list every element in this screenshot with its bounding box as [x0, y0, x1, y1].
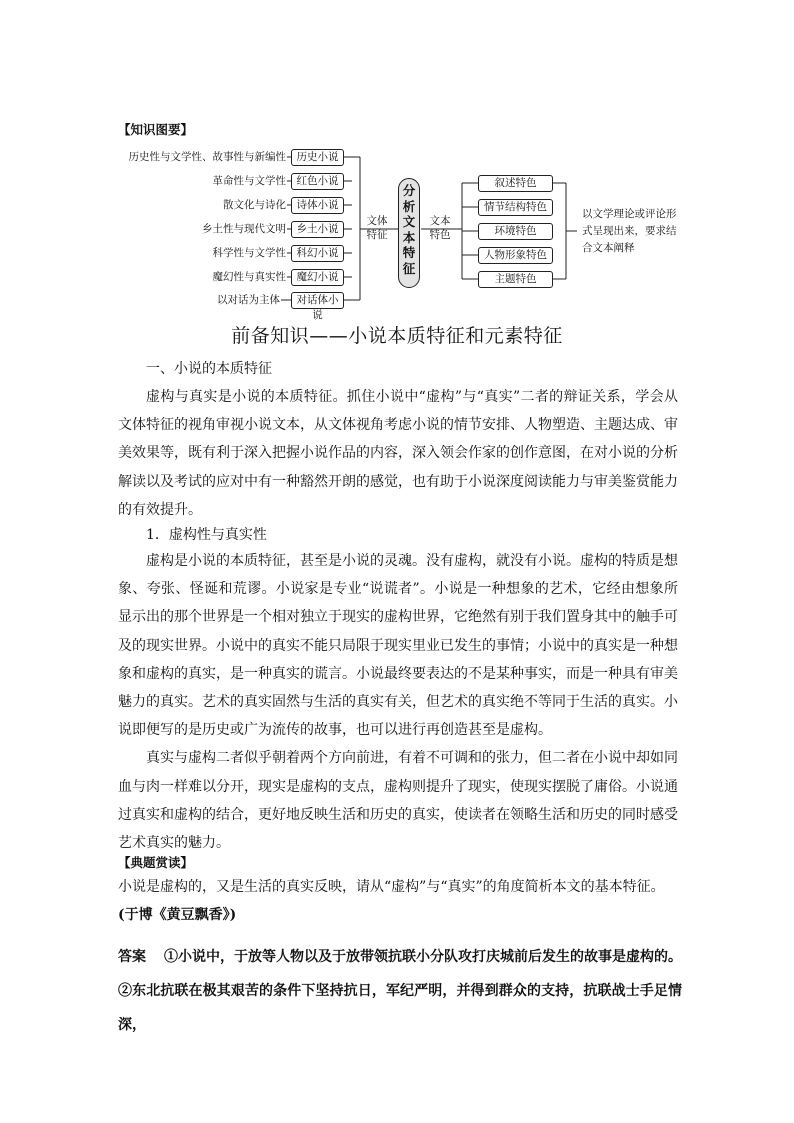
map-left-desc: 散文化与诗化: [223, 199, 286, 211]
subsection-heading: 1．虚构性与真实性: [146, 527, 267, 543]
knowledge-map-label: 【知识图要】: [118, 122, 194, 137]
answer-block: [118, 940, 682, 1042]
map-center-label: [398, 178, 420, 288]
map-left-box: 红色小说: [291, 173, 344, 190]
map-left-box: 魔幻小说: [291, 269, 344, 286]
answer-text: ①小说中，于放等人物以及于放带领抗联小分队攻打庆城前后发生的故事是虚构的。②东北抗联在极其艰苦的条件下坚持抗日，军纪严明，并得到群众的支持，抗联战士手足情深，: [118, 949, 682, 1033]
map-left-desc: 历史性与文学性、故事性与新编性: [128, 151, 286, 163]
example-label: 【典题赏读】: [118, 855, 194, 870]
map-left-box: 历史小说: [291, 149, 344, 166]
map-right-box: 人物形象特色: [478, 247, 553, 264]
map-left-desc: 科学性与文学性: [212, 247, 286, 259]
paragraph-block: [118, 383, 678, 524]
map-right-box: 环境特色: [478, 223, 553, 240]
knowledge-map: [0, 0, 794, 320]
paragraph: 虚构是小说的本质特征，甚至是小说的灵魂。没有虚构，就没有小说。虚构的特质是想象、夸张、怪诞和荒谬。小说家是专业“说谎者”。小说是一种想象的艺术，它经由想象所显示出的那个世界是一个相对独立于现实的虚构世界，它绝然有别于我们置身其中的触手可及的现实世界。小说中的真实不能只局限于现实里业已发生的事情；小说中的真实是一种想象和虚构的真实，是一种真实的谎言。小说最终要表达的不是某种事实，而是一种具有审美魅力的真实。艺术的真实固然与生活的真实有关，但艺术的真实绝不等同于生活的真实。小说即便写的是历史或广为流传的故事，也可以进行再创造甚至是虚构。: [118, 553, 678, 739]
map-right-box: 情节结构特色: [478, 199, 553, 216]
paragraph-block: [118, 547, 678, 857]
map-left-desc: 魔幻性与真实性: [212, 271, 286, 283]
page-title: 前备知识——小说本质特征和元素特征: [231, 325, 563, 347]
question-block: [118, 873, 678, 929]
map-left-desc: 革命性与文学性: [212, 175, 286, 187]
map-side-note: 以文学理论或评论形式呈现出来，要求结合文本阐释: [582, 208, 677, 254]
map-left-connector: 文体特征: [366, 215, 388, 241]
map-center-text: 分析文本特征: [402, 183, 416, 276]
map-left-box: 对话体小说: [291, 292, 344, 309]
paragraph: 真实与虚构二者似乎朝着两个方向前进，有着不可调和的张力，但二者在小说中却如同血与肉一样难以分开，现实是虚构的支点，虚构则提升了现实，使现实摆脱了庸俗。小说通过真实和虚构的结合，更好地反映生活和历史的真实，使读者在领略生活和历史的同时感受艺术真实的魅力。: [118, 750, 678, 852]
map-left-desc: 以对话为主体: [217, 294, 280, 306]
question-source: (于博《黄豆飘香》): [118, 907, 237, 924]
answer-label: 答案: [118, 949, 146, 965]
question-text: 小说是虚构的，又是生活的真实反映，请从“虚构”与“真实”的角度简析本文的基本特征。: [118, 879, 665, 895]
section-heading: 一、小说的本质特征: [146, 361, 272, 377]
map-connectors: [0, 0, 794, 320]
map-left-box: 科幻小说: [291, 245, 344, 262]
map-right-box: 主题特色: [478, 271, 553, 288]
map-left-box: 诗体小说: [291, 197, 344, 214]
map-left-desc: 乡土性与现代文明: [202, 223, 286, 235]
map-right-connector: 文本特色: [429, 215, 451, 241]
paragraph: 虚构与真实是小说的本质特征。抓住小说中“虚构”与“真实”二者的辩证关系，学会从文体特征的视角审视小说文本，从文体视角考虑小说的情节安排、人物塑造、主题达成、审美效果等，既有利于深入把握小说作品的内容，深入领会作家的创作意图，在对小说的分析解读以及考试的应对中有一种豁然开朗的感觉，也有助于小说深度阅读能力与审美鉴赏能力的有效提升。: [118, 389, 678, 518]
map-right-box: 叙述特色: [478, 175, 553, 192]
map-left-box: 乡土小说: [291, 221, 344, 238]
